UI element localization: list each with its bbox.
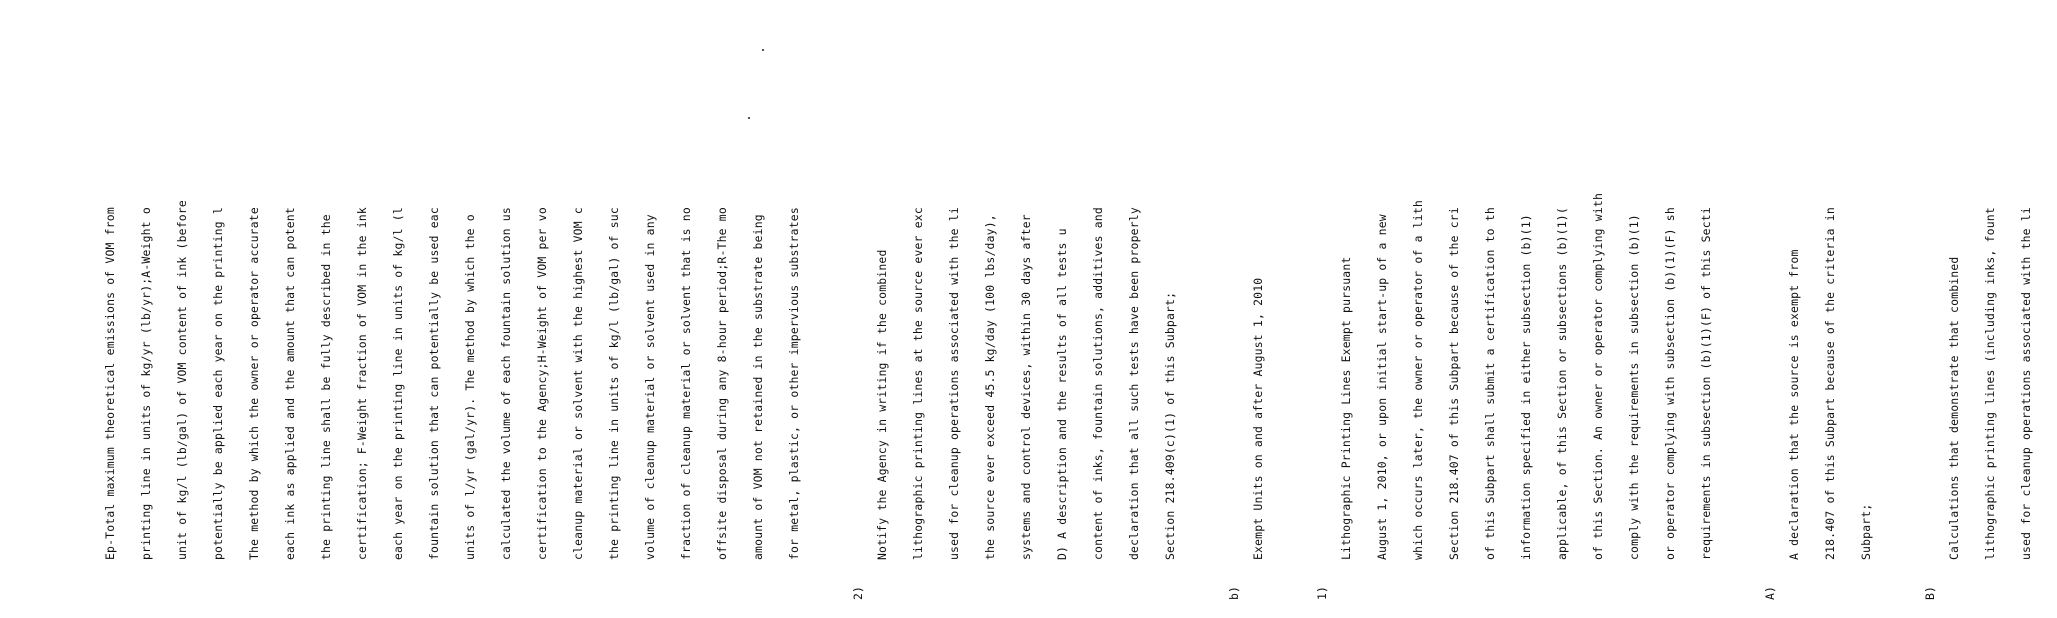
text-line: volume of cleanup material or solvent used in any bbox=[643, 214, 657, 560]
paragraph-label bbox=[80, 560, 824, 600]
text-line: cleanup material or solvent with the highest VOM c bbox=[571, 207, 585, 560]
text-line: the source ever exceed 45.5 kg/day (100 lbs/day), bbox=[983, 214, 997, 560]
paragraph-ep-definition bbox=[80, 80, 824, 600]
text-line: used for cleanup operations associated with the li bbox=[2019, 207, 2033, 560]
text-line: printing line in units of kg/yr (lb/yr);A-Weight o bbox=[139, 207, 153, 560]
text-line: applicable, of this Section or subsections (b)(1)( bbox=[1555, 207, 1569, 560]
text-line: used for cleanup operations associated with the li bbox=[947, 207, 961, 560]
text-line: Calculations that demonstrate that combined bbox=[1947, 256, 1961, 560]
text-line: each year on the printing line in units of kg/l (l bbox=[391, 207, 405, 560]
text-line: Lithographic Printing Lines Exempt pursuant bbox=[1339, 256, 1353, 560]
text-line: unit of kg/l (lb/gal) of VOM content of ink (before bbox=[175, 200, 189, 560]
text-line: lithographic printing lines (including inks, fount bbox=[1983, 207, 1997, 560]
text-line: which occurs later, the owner or operator of a lith bbox=[1411, 200, 1425, 560]
text-line: units of l/yr (gal/yr). The method by which the o bbox=[463, 214, 477, 560]
paragraph-B bbox=[1924, 80, 2056, 600]
spacer bbox=[1896, 80, 1924, 600]
text-line: the printing line shall be fully described in the bbox=[319, 214, 333, 560]
section-heading: Exempt Units on and after August 1, 2010 bbox=[1251, 277, 1265, 560]
paragraph-body bbox=[1924, 80, 2056, 560]
text-line: of this Section. An owner or operator complying with bbox=[1591, 192, 1605, 560]
text-line: Ep-Total maximum theoretical emissions of VOM from bbox=[103, 207, 117, 560]
text-line: certification; F-Weight fraction of VOM in the ink bbox=[355, 207, 369, 560]
text-line: A declaration that the source is exempt from bbox=[1787, 249, 1801, 560]
paragraph-label: A) bbox=[1763, 585, 1777, 600]
rotated-text-block bbox=[80, 80, 2056, 600]
text-line: lithographic printing lines at the source ever exc bbox=[911, 207, 925, 560]
text-line: information specified in either subsection (b)(1) bbox=[1519, 214, 1533, 560]
paragraph-body bbox=[1764, 80, 1896, 560]
text-line: fraction of cleanup material or solvent that is no bbox=[679, 207, 693, 560]
text-line: Section 218.407 of this Subpart because of the cri bbox=[1447, 207, 1461, 560]
text-line: D) A description and the results of all tests u bbox=[1055, 228, 1069, 560]
scan-speck bbox=[748, 117, 750, 119]
text-line: offsite disposal during any 8-hour period;R-The mo bbox=[715, 207, 729, 560]
text-line: amount of VOM not retained in the substrate being bbox=[751, 214, 765, 560]
paragraph-b bbox=[1228, 80, 1288, 600]
text-line: Notify the Agency in writing if the combined bbox=[875, 249, 889, 560]
paragraph-body bbox=[80, 80, 824, 560]
paragraph-1 bbox=[1316, 80, 1736, 600]
text-line: systems and control devices, within 30 days after bbox=[1019, 214, 1033, 560]
spacer bbox=[1200, 80, 1228, 600]
text-line: 218.407 of this Subpart because of the criteria in bbox=[1823, 207, 1837, 560]
paragraph-label: B) bbox=[1923, 585, 1937, 600]
text-line: each ink as applied and the amount that can potent bbox=[283, 207, 297, 560]
text-line: August 1, 2010, or upon initial start-up of a new bbox=[1375, 214, 1389, 560]
text-line: Section 218.409(c)(1) of this Subpart; bbox=[1163, 291, 1177, 560]
paragraph-2 bbox=[852, 80, 1200, 600]
text-line: Subpart; bbox=[1859, 503, 1873, 560]
text-line: comply with the requirements in subsection (b)(1) bbox=[1627, 214, 1641, 560]
text-line: content of inks, fountain solutions, additives and bbox=[1091, 207, 1105, 560]
text-line: The method by which the owner or operator accurate bbox=[247, 207, 261, 560]
spacer bbox=[824, 80, 852, 600]
text-line: or operator complying with subsection (b)(1)(F) sh bbox=[1663, 207, 1677, 560]
text-line: of this Subpart shall submit a certification to th bbox=[1483, 207, 1497, 560]
spacer bbox=[1736, 80, 1764, 600]
text-line: for metal, plastic, or other impervious substrates bbox=[787, 207, 801, 560]
paragraph-body bbox=[1316, 80, 1736, 560]
scan-speck bbox=[762, 49, 764, 51]
text-line: declaration that all such tests have been properly bbox=[1127, 207, 1141, 560]
text-line: potentially be applied each year on the printing l bbox=[211, 207, 225, 560]
paragraph-A bbox=[1764, 80, 1896, 600]
text-line: requirements in subsection (b)(1)(F) of this Secti bbox=[1699, 207, 1713, 560]
text-line: calculated the volume of each fountain solution us bbox=[499, 207, 513, 560]
paragraph-body bbox=[852, 80, 1200, 560]
text-line: certification to the Agency;H-Weight of VOM per vo bbox=[535, 207, 549, 560]
paragraph-label: b) bbox=[1227, 585, 1241, 600]
text-line: the printing line in units of kg/l (lb/gal) of suc bbox=[607, 207, 621, 560]
text-line: fountain solution that can potentially be used eac bbox=[427, 207, 441, 560]
paragraph-label: 2) bbox=[851, 585, 865, 600]
spacer bbox=[1288, 80, 1316, 600]
paragraph-body bbox=[1228, 80, 1288, 560]
paragraph-label: 1) bbox=[1315, 585, 1329, 600]
